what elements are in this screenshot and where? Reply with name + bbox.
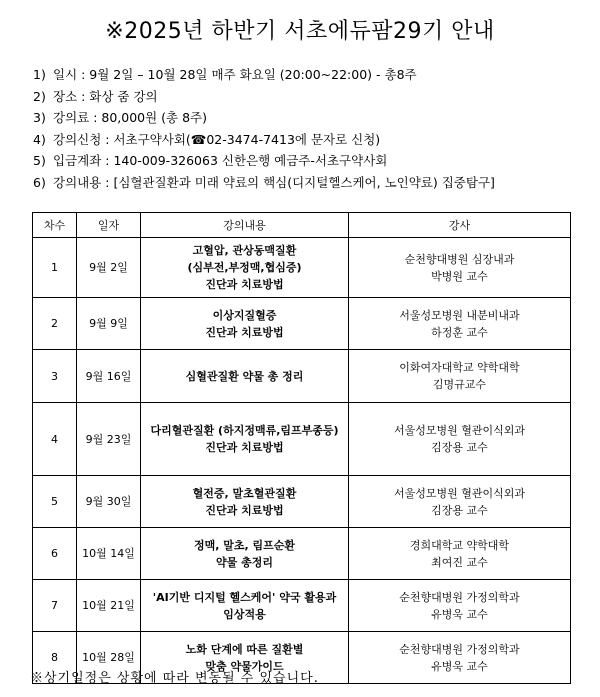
session-lecturer: 순천향대병원 가정의학과 유병욱 교수	[349, 632, 571, 684]
table-row	[33, 403, 571, 476]
header-session: 차수	[33, 213, 77, 238]
session-number: 1	[33, 238, 77, 298]
session-topic: 다리혈관질환 (하지정맥류,림프부종등) 진단과 치료방법	[141, 403, 349, 476]
table-header-row	[33, 213, 571, 238]
session-lecturer: 서울성모병원 내분비내과 하정훈 교수	[349, 298, 571, 350]
session-lecturer: 순천향대병원 가정의학과 유병욱 교수	[349, 580, 571, 632]
session-date: 9월 23일	[77, 403, 141, 476]
footnote: ※상기일정은 상황에 따라 변동될 수 있습니다.	[30, 671, 319, 686]
table-row	[33, 580, 571, 632]
session-date: 9월 9일	[77, 298, 141, 350]
info-item-location: 2) 장소 : 화상 줌 강의	[33, 88, 158, 104]
session-topic: 혈전증, 말초혈관질환 진단과 치료방법	[141, 476, 349, 528]
table-row	[33, 528, 571, 580]
header-date: 일자	[77, 213, 141, 238]
session-topic: 심혈관질환 약물 총 정리	[141, 350, 349, 403]
session-topic: 고혈압, 관상동맥질환 (심부전,부정맥,협심증) 진단과 치료방법	[141, 238, 349, 298]
header-topic: 강의내용	[141, 213, 349, 238]
table-row	[33, 298, 571, 350]
session-lecturer: 서울성모병원 혈관이식외과 김장용 교수	[349, 403, 571, 476]
session-number: 2	[33, 298, 77, 350]
session-date: 10월 28일	[77, 632, 141, 684]
session-date: 9월 16일	[77, 350, 141, 403]
info-item-schedule: 1) 일시 : 9월 2일 – 10월 28일 매주 화요일 (20:00~22:00) - 총8주	[33, 67, 417, 82]
header-lecturer: 강사	[349, 213, 571, 238]
page-title: ※2025년 하반기 서초에듀팜29기 안내	[105, 19, 495, 44]
session-lecturer: 경희대학교 약학대학 최여진 교수	[349, 528, 571, 580]
session-number: 7	[33, 580, 77, 632]
session-date: 9월 2일	[77, 238, 141, 298]
session-topic: 정맥, 말초, 림프순환 약물 총정리	[141, 528, 349, 580]
session-number: 6	[33, 528, 77, 580]
session-number: 3	[33, 350, 77, 403]
table-row	[33, 238, 571, 298]
session-number: 5	[33, 476, 77, 528]
session-number: 4	[33, 403, 77, 476]
info-item-fee: 3) 강의료 : 80,000원 (총 8주)	[33, 110, 207, 126]
table-row	[33, 350, 571, 403]
session-date: 10월 21일	[77, 580, 141, 632]
session-topic: 노화 단계에 따른 질환별 맞춤 약물가이드	[141, 632, 349, 684]
table-row	[33, 476, 571, 528]
session-lecturer: 서울성모병원 혈관이식외과 김장용 교수	[349, 476, 571, 528]
info-list	[33, 64, 495, 194]
info-item-content: 6) 강의내용 : [심혈관질환과 미래 약료의 핵심(디지털헬스케어, 노인약료) 집중탐구]	[33, 174, 495, 190]
session-date: 10월 14일	[77, 528, 141, 580]
session-date: 9월 30일	[77, 476, 141, 528]
session-number: 8	[33, 632, 77, 684]
session-topic: 'AI기반 디지털 헬스케어' 약국 활용과 임상적용	[141, 580, 349, 632]
info-item-account: 5) 입금계좌 : 140-009-326063 신한은행 예금주-서초구약사회	[33, 153, 388, 169]
session-lecturer: 순천향대병원 심장내과 박병원 교수	[349, 238, 571, 298]
session-lecturer: 이화여자대학교 약학대학 김명규교수	[349, 350, 571, 403]
schedule-table	[32, 212, 571, 684]
info-item-registration: 4) 강의신청 : 서초구약사회(☎02-3474-7413에 문자로 신청)	[33, 131, 381, 147]
session-topic: 이상지질혈증 진단과 치료방법	[141, 298, 349, 350]
